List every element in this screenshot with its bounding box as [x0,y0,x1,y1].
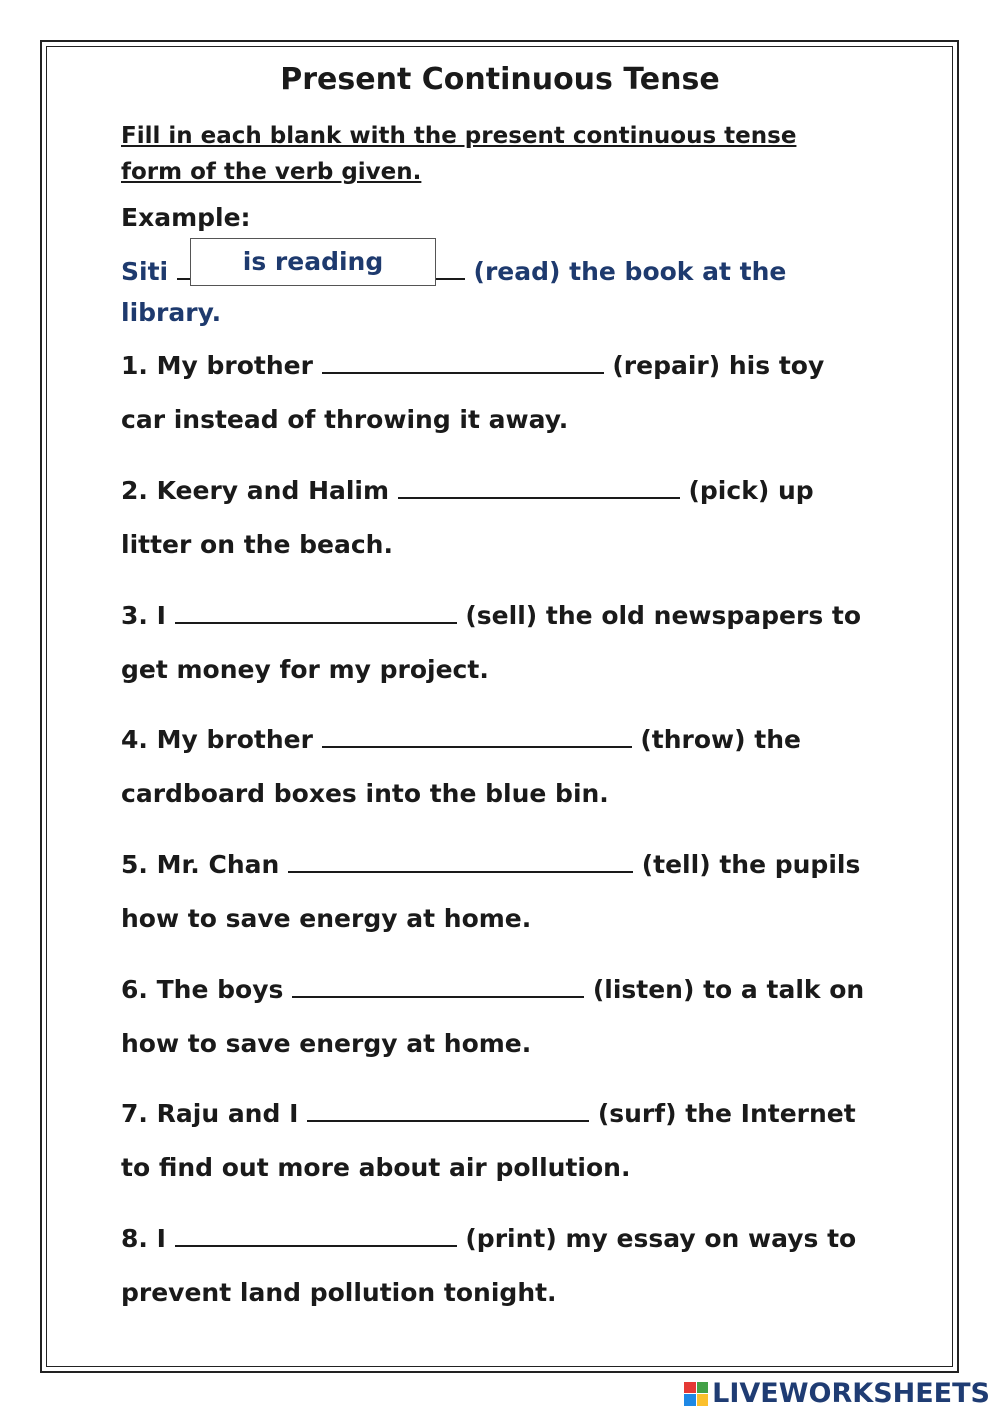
question-8-line2: prevent land pollution tonight. [121,1278,557,1307]
question-2-line2: litter on the beach. [121,530,393,559]
question-verb: (pick) up [688,476,814,505]
question-number: 3. [121,601,148,630]
example-answer-box [190,238,436,286]
question-verb: (repair) his toy [612,351,825,380]
question-5-line2: how to save energy at home. [121,904,532,933]
question-verb: (sell) the old newspapers to [465,601,862,630]
question-verb: (tell) the pupils [641,850,861,879]
answer-blank-3[interactable] [175,600,457,624]
example-answer: is reading [242,247,384,276]
answer-blank-8[interactable] [175,1223,457,1247]
question-6-line2: how to save energy at home. [121,1029,532,1058]
question-text-before: My brother [156,725,313,754]
question-number: 7. [121,1099,148,1128]
question-number: 2. [121,476,148,505]
question-3-line1 [121,600,861,630]
question-6-line1 [121,974,864,1004]
question-8-line1 [121,1223,856,1253]
question-text-before: Keery and Halim [156,476,390,505]
page-title: Present Continuous Tense [280,62,720,97]
liveworksheets-logo [684,1378,990,1409]
question-text-before: Mr. Chan [156,850,280,879]
example-label: Example: [121,203,251,232]
question-3-line2: get money for my project. [121,655,489,684]
question-verb: (throw) the [640,725,801,754]
question-text-before: The boys [156,975,284,1004]
answer-blank-4[interactable] [322,724,632,748]
question-text-before: I [156,1224,166,1253]
logo-text: LIVEWORKSHEETS [712,1378,990,1409]
answer-blank-5[interactable] [288,849,633,873]
answer-blank-6[interactable] [292,974,584,998]
answer-blank-1[interactable] [322,350,604,374]
question-1-line1 [121,350,824,380]
question-number: 1. [121,351,148,380]
question-number: 5. [121,850,148,879]
logo-squares-icon [684,1382,708,1406]
question-number: 6. [121,975,148,1004]
example-sentence-line2: library. [121,298,222,327]
example-verb-rest: (read) the book at the [473,257,787,286]
example-subject: Siti [121,257,169,286]
question-verb: (print) my essay on ways to [465,1224,857,1253]
question-text-before: Raju and I [156,1099,299,1128]
question-text-before: My brother [156,351,313,380]
instructions: Fill in each blank with the present continuous tense form of the verb given. [121,123,797,185]
question-4-line1 [121,724,801,754]
question-7-line1 [121,1098,856,1128]
question-4-line2: cardboard boxes into the blue bin. [121,779,609,808]
question-7-line2: to find out more about air pollution. [121,1153,631,1182]
question-1-line2: car instead of throwing it away. [121,405,569,434]
answer-blank-2[interactable] [398,475,680,499]
question-number: 8. [121,1224,148,1253]
question-5-line1 [121,849,860,879]
question-verb: (listen) to a talk on [592,975,865,1004]
question-2-line1 [121,475,814,505]
question-number: 4. [121,725,148,754]
answer-blank-7[interactable] [307,1098,589,1122]
question-verb: (surf) the Internet [597,1099,856,1128]
question-text-before: I [156,601,166,630]
